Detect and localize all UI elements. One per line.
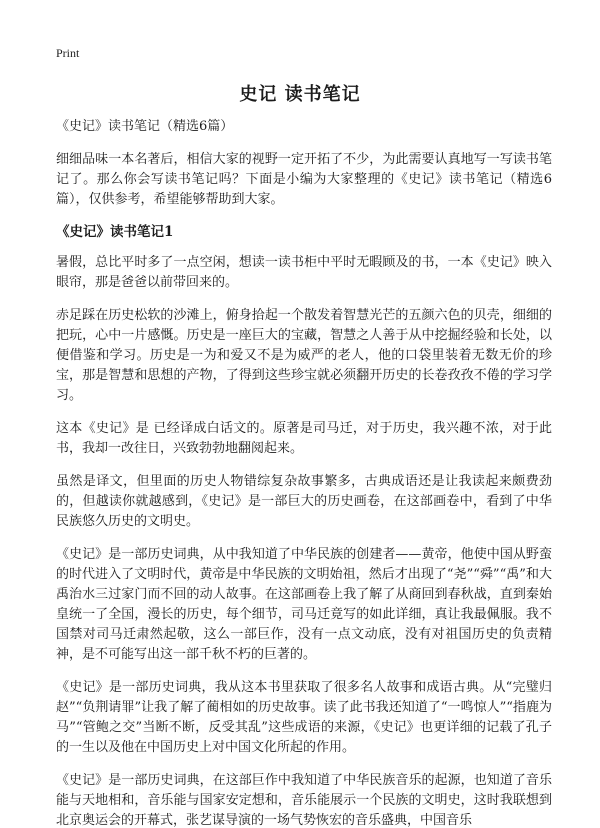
page-title: 史记 读书笔记 [239, 84, 361, 105]
body-paragraph: 《史记》是一部历史词典，在这部巨作中我知道了中华民族音乐的起源，也知道了音乐能与天地相和，音乐能与国家安定想和，音乐能展示一个民族的文明史，这时我联想到北京奥运会的开幕式，张艺谋导演的一场气势恢宏的音乐盛典，中国音乐 [56, 773, 552, 828]
intro-paragraph: 细细品味一本名著后，相信大家的视野一定开拓了不少，为此需要认真地写一写读书笔记了。那么你会写读书笔记吗？下面是小编为大家整理的《史记》读书笔记（精选6篇），仅供参考，希望能够帮助到大家。 [56, 152, 552, 207]
section-heading: 《史记》读书笔记1 [56, 224, 174, 240]
body-paragraph: 《史记》是一部历史词典，从中我知道了中华民族的创建者——黄帝，他使中国从野蛮的时代进入了文明时代，黄帝是中华民族的文明始祖，然后才出现了“尧”“舜”“禹”和大禹治水三过家门而不回的动人故事。在这部画卷上我了解了从商回到春秋战，直到秦始皇统一了全国，漫长的历史，每个细节，司马迁竟写的如此详细，真让我最佩服。我不国禁对司马迁肃然起敬，这么一部巨作，没有一点文动底，没有对祖国历史的负责精神，是不可能写出这一部千秋不朽的巨著的。 [56, 547, 552, 662]
body-paragraph: 《史记》是一部历史词典，我从这本书里获取了很多名人故事和成语古典。从“完璧归赵”“负荆请罪”让我了解了蔺相如的历史故事。读了此书我还知道了“一鸣惊人”“指鹿为马”“管鲍之交”当断不断，反受其乱”这些成语的来源，《史记》也更详细的记载了孔子的一生以及他在中国历史上对中国文化所起的作用。 [56, 680, 552, 755]
document-subtitle: 《史记》读书笔记（精选6篇） [56, 119, 234, 134]
body-paragraph: 这本《史记》是 已经译成白话文的。原著是司马迁，对于历史，我兴趣不浓，对于此书，我却一改往日，兴致勃勃地翻阅起来。 [56, 421, 552, 456]
body-paragraph: 赤足踩在历史松软的沙滩上，俯身拾起一个散发着智慧光芒的五颜六色的贝壳，细细的把玩，心中一片感慨。历史是一座巨大的宝藏，智慧之人善于从中挖掘经验和长处，以便借鉴和学习。历史是一为和爱又不是为威严的老人，他的口袋里装着无数无价的珍宝，那是智慧和思想的产物，了得到这些珍宝就必须翻开历史的长卷孜孜不倦的学习学习。 [56, 308, 552, 403]
print-link[interactable]: Print [56, 46, 80, 60]
document-body [56, 118, 552, 828]
body-paragraph: 暑假，总比平时多了一点空闲，想读一读书柜中平时无暇顾及的书，一本《史记》映入眼帘，那是爸爸以前带回来的。 [56, 255, 552, 290]
body-paragraph: 虽然是译文，但里面的历史人物错综复杂故事繁多，古典成语还是让我读起来颇费劲的，但越读你就越感到，《史记》是一部巨大的历史画卷，在这部画卷中，看到了中华民族悠久历史的文明史。 [56, 474, 552, 529]
